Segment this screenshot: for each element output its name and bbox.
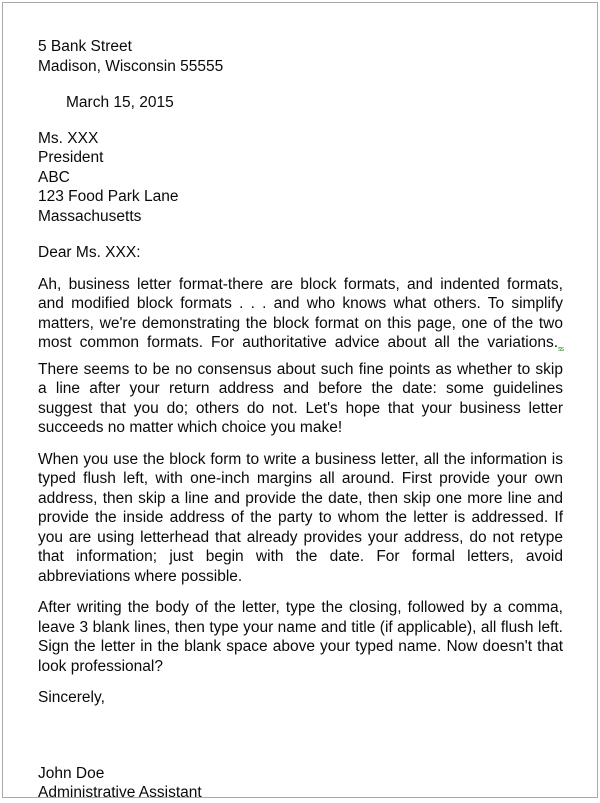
recipient-name: Ms. XXX — [38, 129, 563, 149]
body-paragraph-2: When you use the block form to write a business letter, all the information is typed flush left, with one-inch margins all around. First provide your own address, then skip a line and provide the date, then skip one more line and provide the inside address of the party to whom the letter is addressed. If you are using letterhead that already provides your address, do not retype that information; just begin with the date. For formal letters, avoid abbreviations where possible. — [38, 450, 563, 587]
recipient-street: 123 Food Park Lane — [38, 187, 563, 207]
signature-name: John Doe — [38, 764, 563, 784]
paragraph-1-text: Ah, business letter format-there are block formats, and indented formats, and modified block formats . . . and who knows what others. To simplify matters, we're demonstrating the block format on this page, one of the two most common formats. For authoritative advice about all the variations. — [38, 276, 563, 352]
recipient-address-block — [38, 129, 563, 227]
letter-page — [2, 2, 598, 798]
body-paragraph-1 — [38, 275, 563, 438]
paragraph-1-text-continued: There seems to be no consensus about such fine points as whether to skip a line after your return address and before the date: some guidelines suggest that you do; others do not. Let's hope that your business letter succeeds no matter which choice you make! — [38, 361, 563, 437]
salutation: Dear Ms. XXX: — [38, 243, 563, 263]
body-paragraph-3: After writing the body of the letter, type the closing, followed by a comma, leave 3 blank lines, then type your name and title (if applicable), all flush left. Sign the letter in the blank space above your typed name. Now doesn't that look professional? — [38, 598, 563, 676]
closing: Sincerely, — [38, 688, 563, 708]
letter-date: March 15, 2015 — [66, 93, 563, 113]
sender-address-line: 5 Bank Street — [38, 37, 563, 57]
green-annotation-mark: ss — [558, 346, 563, 353]
recipient-state: Massachusetts — [38, 207, 563, 227]
sender-address-line: Madison, Wisconsin 55555 — [38, 57, 563, 77]
recipient-company: ABC — [38, 168, 563, 188]
recipient-title: President — [38, 148, 563, 168]
signature-title: Administrative Assistant — [38, 783, 563, 803]
sender-address-block — [38, 37, 563, 76]
signature-block — [38, 764, 563, 803]
